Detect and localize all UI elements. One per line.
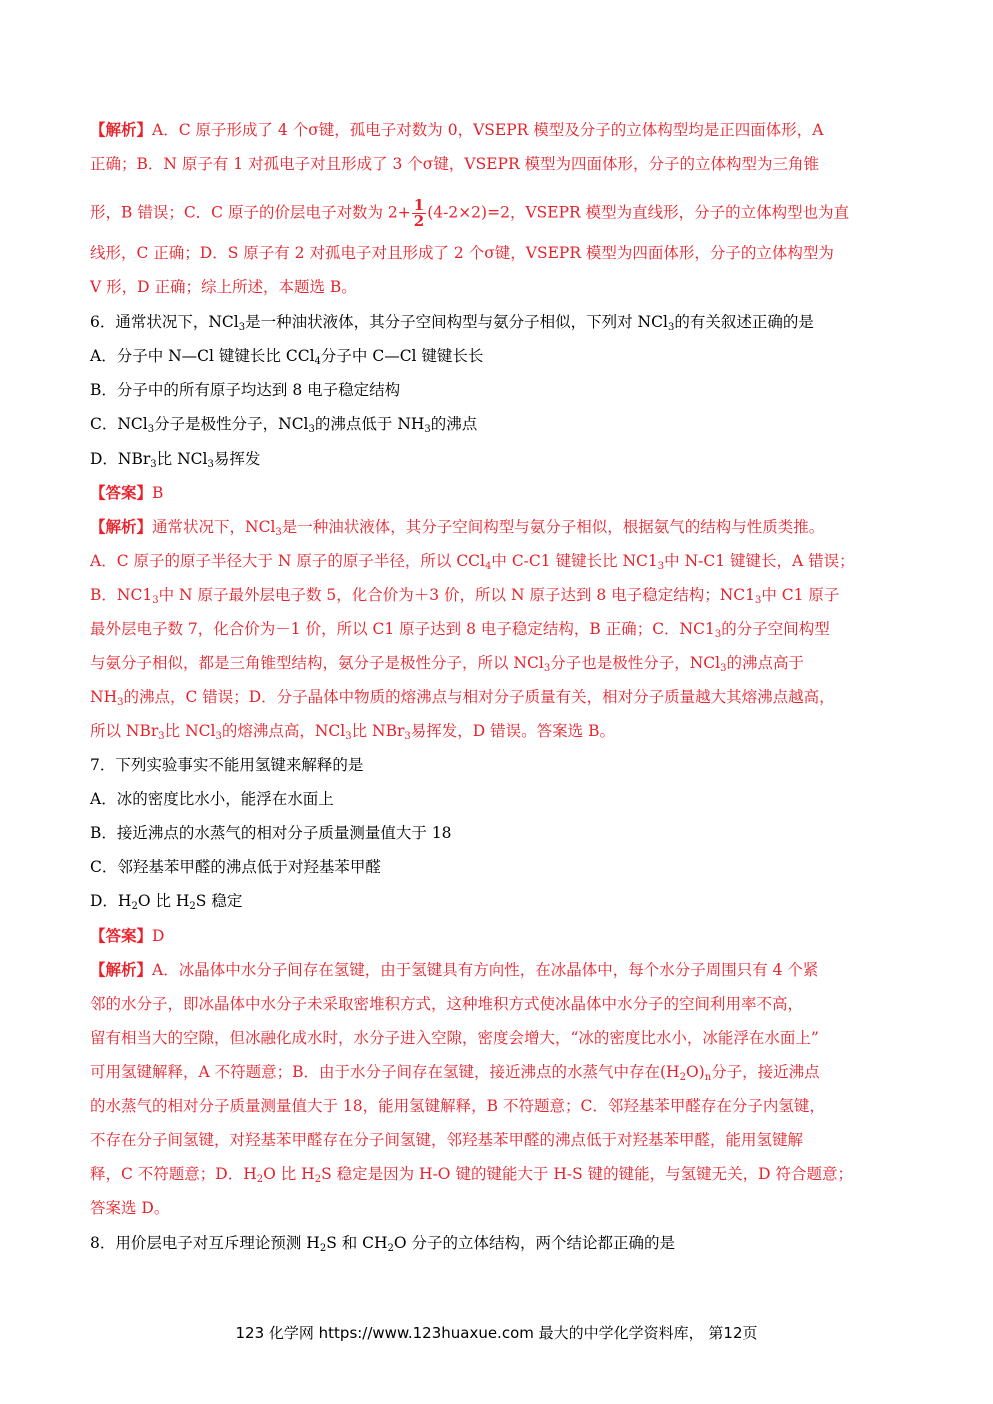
q7-option-a: A．冰的密度比水小，能浮在水面上 xyxy=(90,790,334,808)
q7-analysis-line-3: 留有相当大的空隙，但冰融化成水时，水分子进入空隙，密度会增大，“冰的密度比水小，冰能浮在水面上” xyxy=(90,1029,819,1047)
q6-option-a: A．分子中 N—Cl 键键长比 CCl$_4$分子中 C—Cl 键键长长 xyxy=(90,347,484,367)
q6-analysis-line-3: B．$NC1_3$中 N 原子最外层电子数 5，化合价为＋3 价，所以 N 原子达到 8 电子稳定结构；$NC1_3$中 C1 原子 xyxy=(90,586,840,606)
q7-analysis-line-5: 的水蒸气的相对分子质量测量值大于 18，能用氢键解释，B 不符题意；C．邻羟基苯甲醛存在分子内氢键， xyxy=(90,1097,825,1115)
page-footer: 123 化学网 https://www.123huaxue.com 最大的中学化学资料库， 第12页 xyxy=(235,1324,758,1342)
q5-analysis-line-5: V 形，D 正确；综上所述，本题选 B。 xyxy=(90,278,357,296)
q5-analysis-line-3: 形，B 错误；C．C 原子的价层电子对数为 2+ $\frac{1}{2}$ (4-2×2)=2，VSEPR 模型为直线形，分子的立体构型也为直 xyxy=(90,196,850,230)
q7-analysis-line-4: 可用氢键解释，A 不符题意；B．由于水分子间存在氢键，接近沸点的水蒸气中存在$(H_2O)_n$分子，接近沸点 xyxy=(90,1063,820,1083)
q7-analysis-line-2: 邻的水分子，即冰晶体中水分子未采取密堆积方式，这种堆积方式使冰晶体中水分子的空间利用率不高， xyxy=(90,995,804,1013)
q6-analysis-line-7: 所以 NBr$_3$比 NCl$_3$的熔沸点高，NCl$_3$比 NBr$_3$易挥发，D 错误。答案选 B。 xyxy=(90,722,615,742)
q6-stem: 6．通常状况下，NCl$_3$是一种油状液体，其分子空间构型与氨分子相似，下列对 NCl$_3$的有关叙述正确的是 xyxy=(90,313,814,333)
q5-analysis-line-4: 线形，C 正确；D．S 原子有 2 对孤电子对且形成了 2 个σ键，VSEPR 模型为四面体形，分子的立体构型为 xyxy=(90,244,834,262)
q6-analysis-line-1: 【解析】通常状况下，NCl$_3$是一种油状液体，其分子空间构型与氨分子相似，根据氨气的结构与性质类推。 xyxy=(90,517,825,538)
q7-option-c: C．邻羟基苯甲醛的沸点低于对羟基苯甲醛 xyxy=(90,858,381,876)
q6-analysis-line-5: 与氨分子相似，都是三角锥型结构，氨分子是极性分子，所以 NCl$_3$分子也是极性分子，NCl$_3$的沸点高于 xyxy=(90,654,804,674)
q5-analysis-line-1: 【解析】A．C 原子形成了 4 个σ键，孤电子对数为 0，VSEPR 模型及分子的立体构型均是正四面体形，A xyxy=(90,120,824,139)
q7-analysis-line-7: 释，C 不符题意；D．$H_2O$ 比 $H_2S$ 稳定是因为 H-O 键的键能大于 H-S 键的键能，与氢键无关，D 符合题意； xyxy=(90,1165,854,1185)
q7-analysis-line-6: 不存在分子间氢键，对羟基苯甲醛存在分子间氢键，邻羟基苯甲醛的沸点低于对羟基苯甲醛，能用氢键解 xyxy=(90,1131,804,1149)
q6-analysis-line-4: 最外层电子数 7，化合价为－1 价，所以 C1 原子达到 8 电子稳定结构，B 正确；C．$NC1_3$的分子空间构型 xyxy=(90,620,830,640)
q6-option-c: C．NCl$_3$分子是极性分子，NCl$_3$的沸点低于 $NH_3$的沸点 xyxy=(90,415,478,435)
q6-analysis-line-2: A．C 原子的原子半径大于 N 原子的原子半径，所以 CCl$_4$中 C-C1 键键长比 $NC1_3$中 N-C1 键键长，A 错误； xyxy=(90,552,855,572)
q7-option-b: B．接近沸点的水蒸气的相对分子质量测量值大于 18 xyxy=(90,824,452,842)
fraction-one-half: $\frac{1}{2}$ xyxy=(413,196,425,230)
q5-analysis-line-2: 正确；B．N 原子有 1 对孤电子对且形成了 3 个σ键，VSEPR 模型为四面体形，分子的立体构型为三角锥 xyxy=(90,155,820,173)
q7-stem: 7．下列实验事实不能用氢键来解释的是 xyxy=(90,756,364,774)
q6-answer: 【答案】B xyxy=(90,483,164,502)
q7-option-d: D．$H_2O$ 比 $H_2S$ 稳定 xyxy=(90,892,243,912)
q6-analysis-line-6: $NH_3$的沸点，C 错误；D．分子晶体中物质的熔沸点与相对分子质量有关，相对分子质量越大其熔沸点越高， xyxy=(90,688,835,708)
q6-option-b: B．分子中的所有原子均达到 8 电子稳定结构 xyxy=(90,381,401,399)
q6-option-d: D．NBr$_3$比 NCl$_3$易挥发 xyxy=(90,450,261,470)
q7-analysis-line-8: 答案选 D。 xyxy=(90,1199,170,1217)
q8-stem: 8．用价层电子对互斥理论预测 $H_2S$ 和 $CH_2O$ 分子的立体结构，两个结论都正确的是 xyxy=(90,1234,676,1254)
q7-analysis-line-1: 【解析】A．冰晶体中水分子间存在氢键，由于氢键具有方向性，在冰晶体中，每个水分子周围只有 4 个紧 xyxy=(90,960,819,979)
q7-answer: 【答案】D xyxy=(90,926,165,945)
